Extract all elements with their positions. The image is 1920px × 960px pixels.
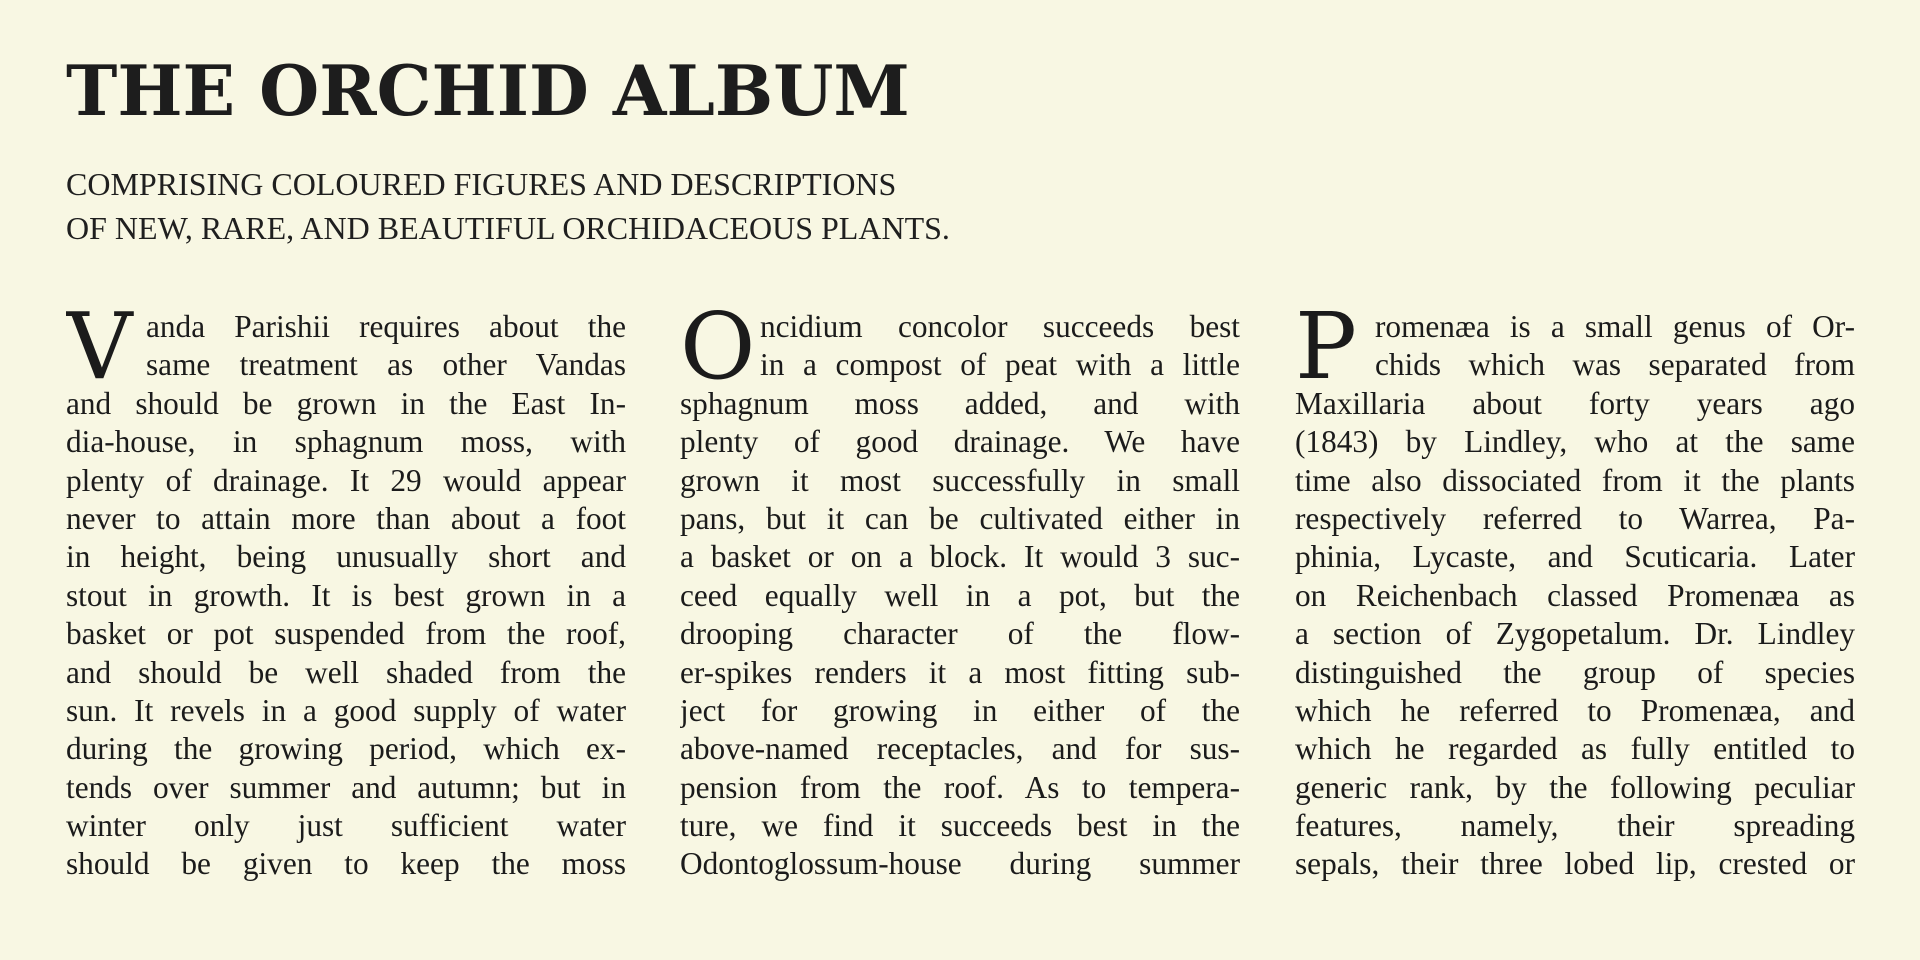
text-line: sepals, their three lobed lip, crested or [1295, 846, 1855, 882]
text-line: dia-house, in sphagnum moss, with [66, 424, 626, 460]
text-line: should be given to keep the moss [66, 846, 626, 882]
text-line: plenty of drainage. It 29 would appear [66, 462, 626, 498]
subtitle-line-2: OF NEW, RARE, AND BEAUTIFUL ORCHIDACEOUS PLANTS. [66, 210, 950, 246]
text-line: features, namely, their spreading [1295, 808, 1855, 844]
text-line: ject for growing in either of the [680, 692, 1240, 728]
text-line: ncidium concolor succeeds best [760, 309, 1240, 344]
text-line: pension from the roof. As to tempera- [680, 769, 1240, 805]
text-line: in height, being unusually short and [66, 539, 626, 575]
subtitle [66, 162, 950, 250]
text-line: grown it most successfully in small [680, 462, 1240, 498]
text-line: in a compost of peat with a little [760, 347, 1240, 383]
text-line: Odontoglossum-house during summer [680, 846, 1240, 882]
text-line: and should be well shaded from the [66, 654, 626, 690]
text-line: and should be grown in the East In- [66, 385, 626, 421]
text-line: ture, we find it succeeds best in the [680, 808, 1240, 844]
article-paragraph [1295, 308, 1855, 884]
article-column-oncidium [680, 308, 1240, 888]
text-line: chids which was separated from [1375, 347, 1855, 383]
text-line: respectively referred to Warrea, Pa- [1295, 500, 1855, 536]
text-line: a basket or on a block. It would 3 suc- [680, 539, 1240, 575]
text-line: time also dissociated from it the plants [1295, 462, 1855, 498]
text-line: er-spikes renders it a most fitting sub- [680, 654, 1240, 690]
text-line: Maxillaria about forty years ago [1295, 385, 1855, 421]
text-line: during the growing period, which ex- [66, 731, 626, 767]
article-column-promenaea [1295, 308, 1855, 888]
text-line: drooping character of the flow- [680, 616, 1240, 652]
text-line: stout in growth. It is best grown in a [66, 577, 626, 613]
text-line: generic rank, by the following peculiar [1295, 769, 1855, 805]
text-line: plenty of good drainage. We have [680, 424, 1240, 460]
text-line: pans, but it can be cultivated either in [680, 500, 1240, 536]
text-line: sphagnum moss added, and with [680, 385, 1240, 421]
text-line: on Reichenbach classed Promenæa as [1295, 577, 1855, 613]
subtitle-line-1: COMPRISING COLOURED FIGURES AND DESCRIPTIONS [66, 166, 897, 202]
text-line: anda Parishii requires about the [146, 309, 626, 344]
article-column-vanda [66, 308, 626, 888]
text-line: above-named receptacles, and for sus- [680, 731, 1240, 767]
drop-cap: V [66, 308, 133, 400]
article-paragraph [66, 308, 626, 884]
text-line: (1843) by Lindley, who at the same [1295, 424, 1855, 460]
text-line: sun. It revels in a good supply of water [66, 692, 626, 728]
text-line: ceed equally well in a pot, but the [680, 577, 1240, 613]
text-line: never to attain more than about a foot [66, 500, 626, 536]
text-line: a section of Zygopetalum. Dr. Lindley [1295, 616, 1855, 652]
drop-cap: P [1295, 308, 1357, 400]
text-line: distinguished the group of species [1295, 654, 1855, 690]
page-title: THE ORCHID ALBUM [66, 51, 910, 132]
text-line: basket or pot suspended from the roof, [66, 616, 626, 652]
text-line: which he regarded as fully entitled to [1295, 731, 1855, 767]
drop-cap: O [680, 308, 756, 400]
text-line: phinia, Lycaste, and Scuticaria. Later [1295, 539, 1855, 575]
text-line: same treatment as other Vandas [146, 347, 626, 383]
text-line: tends over summer and autumn; but in [66, 769, 626, 805]
article-paragraph [680, 308, 1240, 884]
text-line: which he referred to Promenæa, and [1295, 692, 1855, 728]
text-line: winter only just sufficient water [66, 808, 626, 844]
text-line: romenæa is a small genus of Or- [1375, 309, 1855, 344]
